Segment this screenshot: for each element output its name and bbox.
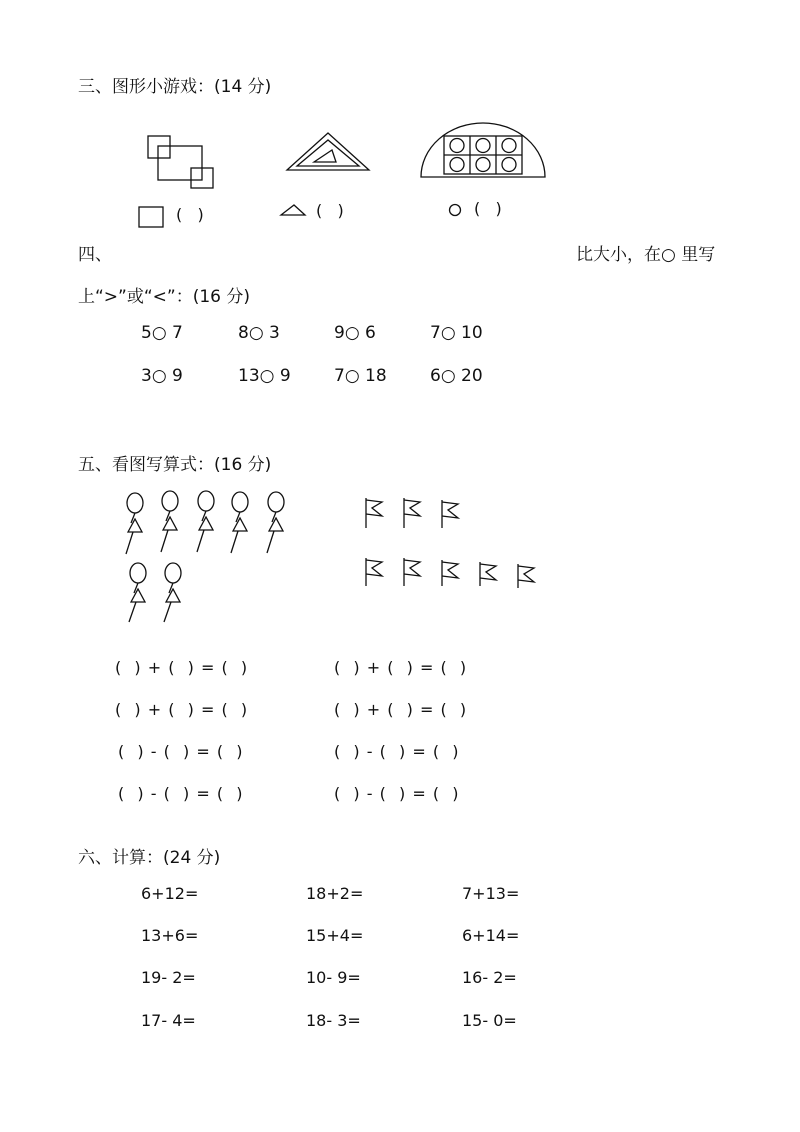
square-icon: [138, 206, 164, 228]
grid-circle: [502, 139, 516, 153]
equation-blank: ( ) + ( ) = ( ): [115, 700, 249, 719]
overlapping-squares-figure: [140, 130, 220, 200]
compare-item: 3○ 9: [141, 366, 183, 386]
grid-circle: [502, 158, 516, 172]
grid-circle: [450, 158, 464, 172]
flag-icon: [518, 564, 534, 588]
equation-blank: ( ) - ( ) = ( ): [334, 742, 460, 761]
compare-item: 6○ 20: [430, 366, 483, 386]
calc-item: 19- 2=: [141, 968, 196, 987]
equation-blank: ( ) - ( ) = ( ): [118, 742, 244, 761]
section6-title: 六、计算：(24 分): [78, 848, 221, 868]
flag-icon: [366, 558, 382, 586]
square-answer-blank: ( ): [176, 205, 204, 224]
flag-icon: [480, 562, 496, 586]
equation-blank: ( ) - ( ) = ( ): [334, 784, 460, 803]
balloons-figure: [118, 488, 298, 628]
section4-title-right: 比大小，在○ 里写: [576, 245, 716, 265]
calc-item: 10- 9=: [306, 968, 361, 987]
nested-triangles-figure: [284, 130, 374, 175]
calc-item: 16- 2=: [462, 968, 517, 987]
flag-icon: [404, 558, 420, 586]
calc-item: 6+12=: [141, 884, 199, 903]
triangle-answer-blank: ( ): [316, 201, 344, 220]
grid-circle: [450, 139, 464, 153]
calc-item: 7+13=: [462, 884, 520, 903]
section3-title: 三、图形小游戏：(14 分): [78, 77, 272, 97]
equation-blank: ( ) - ( ) = ( ): [118, 784, 244, 803]
circle-icon: [448, 203, 462, 217]
calc-item: 18- 3=: [306, 1011, 361, 1030]
large-square: [158, 146, 202, 180]
balloon-icon: [161, 491, 178, 552]
equation-blank: ( ) + ( ) = ( ): [334, 700, 468, 719]
small-square-top: [148, 136, 170, 158]
equation-blank: ( ) + ( ) = ( ): [115, 658, 249, 677]
grid-circle: [476, 158, 490, 172]
compare-item: 8○ 3: [238, 323, 280, 343]
triangle-icon: [280, 203, 306, 217]
section4-title-left: 四、: [78, 245, 112, 265]
compare-item: 5○ 7: [141, 323, 183, 343]
calc-item: 6+14=: [462, 926, 520, 945]
calc-item: 15- 0=: [462, 1011, 517, 1030]
circle-answer-blank: ( ): [474, 199, 502, 218]
balloon-icon: [231, 492, 248, 553]
balloon-icon: [164, 563, 181, 622]
flag-icon: [366, 498, 382, 528]
flag-icon: [442, 560, 458, 586]
grid-circle: [476, 139, 490, 153]
section5-title: 五、看图写算式：(16 分): [78, 455, 272, 475]
calc-item: 17- 4=: [141, 1011, 196, 1030]
inner-triangle: [314, 150, 336, 162]
calc-item: 18+2=: [306, 884, 364, 903]
balloon-icon: [267, 492, 284, 553]
flags-figure: [362, 496, 542, 590]
flag-icon: [442, 500, 458, 528]
semicircle-outline: [421, 123, 545, 177]
compare-item: 7○ 10: [430, 323, 483, 343]
calc-item: 15+4=: [306, 926, 364, 945]
compare-item: 9○ 6: [334, 323, 376, 343]
compare-item: 13○ 9: [238, 366, 291, 386]
equation-blank: ( ) + ( ) = ( ): [334, 658, 468, 677]
balloon-icon: [197, 491, 214, 552]
semicircle-circles-figure: [418, 120, 548, 180]
balloon-icon: [129, 563, 146, 622]
section4-title-line2: 上“>”或“<”：(16 分): [78, 287, 251, 307]
balloon-icon: [126, 493, 143, 554]
flag-icon: [404, 498, 420, 528]
compare-item: 7○ 18: [334, 366, 387, 386]
calc-item: 13+6=: [141, 926, 199, 945]
